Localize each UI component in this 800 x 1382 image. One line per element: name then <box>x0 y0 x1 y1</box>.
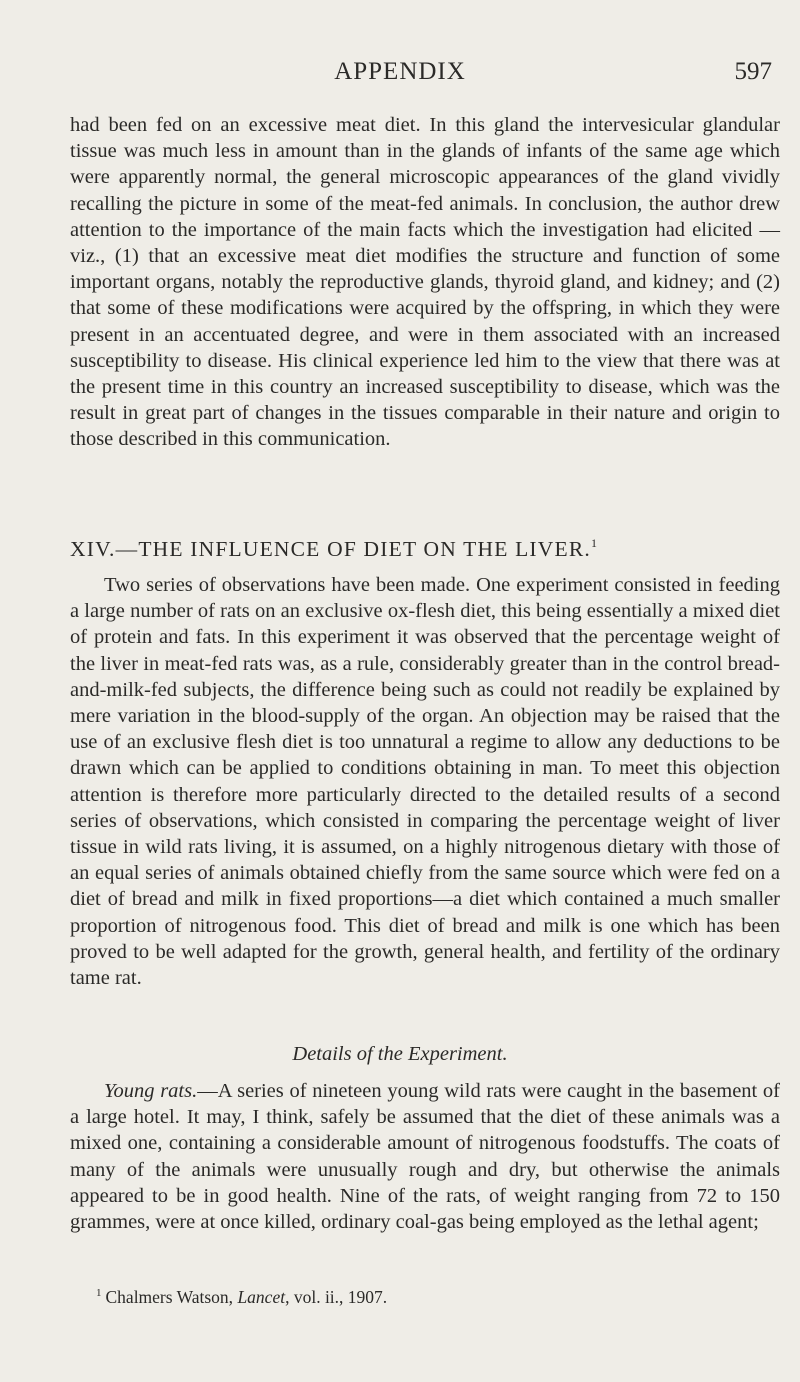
paragraph-young-rats <box>70 1078 780 1235</box>
section-heading <box>70 536 780 562</box>
section-heading-text: XIV.—THE INFLUENCE OF DIET ON THE LIVER. <box>70 537 591 561</box>
running-head <box>0 58 800 88</box>
paragraph-continuation <box>70 112 780 453</box>
paragraph-body: —A series of nineteen young wild rats were caught in the basement of a large hotel. It may, I think, safely be assumed that the diet of these animals was a mixed one, containing a considerable amount of nitrogenous foodstuffs. The coats of many of the animals were unusually rough and dry, but otherwise the animals appeared to be in good health. Nine of the rats, of weight ranging from 72 to 150 grammes, were at once killed, ordinary coal-gas being employed as the lethal agent; <box>70 1080 780 1234</box>
running-title: APPENDIX <box>334 58 466 85</box>
paragraph-text: had been fed on an excessive meat diet. In this gland the intervesicular glandular tissue was much less in amount than in the glands of infants of the same age which were apparently normal, the general microscopic appearances of the gland vividly recalling the picture in some of the meat-fed animals. In conclusion, the author drew attention to the importance of the main facts which the investigation had elicited —viz., (1) that an excessive meat diet modifies the structure and function of some important organs, notably the reproductive glands, thyroid gland, and kidney; and (2) that some of these modifications were acquired by the offspring, in which they were present in an accentuated degree, and were in them associated with an increased susceptibility to disease. His clinical experience led him to the view that there was at the present time in this country an increased susceptibility to disease, which was the result in great part of changes in the tissues comparable in their nature and origin to those described in this communication. <box>70 114 780 451</box>
subheading: Details of the Experiment. <box>292 1043 508 1065</box>
page-number: 597 <box>734 58 772 85</box>
footnote-citation: , vol. ii., 1907. <box>285 1287 388 1307</box>
footnote-reference: 1 <box>590 536 597 550</box>
footnote-mark: 1 <box>96 1287 102 1299</box>
footnote <box>96 1287 387 1308</box>
paragraph-text: Two series of observations have been made. One experiment consisted in feeding a large number of rats on an exclusive ox-flesh diet, this being essentially a mixed diet of protein and fats. In this experiment it was observed that the percentage weight of the liver in meat-fed rats was, as a rule, considerably greater than in the control bread-and-milk-fed subjects, the difference being such as could not readily be explained by mere variation in the blood-supply of the organ. An objection may be raised that the use of an exclusive flesh diet is too unnatural a regime to allow any deductions to be drawn which can be applied to conditions obtaining in man. To meet this objection attention is therefore more particularly directed to the detailed results of a second series of observations, which consisted in comparing the percentage weight of liver tissue in wild rats living, it is assumed, on a highly nitrogenous dietary with those of an equal series of animals obtained chiefly from the same source which were fed on a diet of bread and milk in fixed proportions—a diet which contained a much smaller proportion of nitrogenous food. This diet of bread and milk is one which has been proved to be well adapted for the growth, general health, and fertility of the ordinary tame rat. <box>70 574 780 990</box>
footnote-author: Chalmers Watson, <box>105 1287 238 1307</box>
footnote-journal: Lancet <box>237 1287 286 1307</box>
paragraph-observations <box>70 572 780 991</box>
paragraph-text <box>70 1078 780 1235</box>
paragraph-lead: Young rats. <box>104 1080 198 1102</box>
